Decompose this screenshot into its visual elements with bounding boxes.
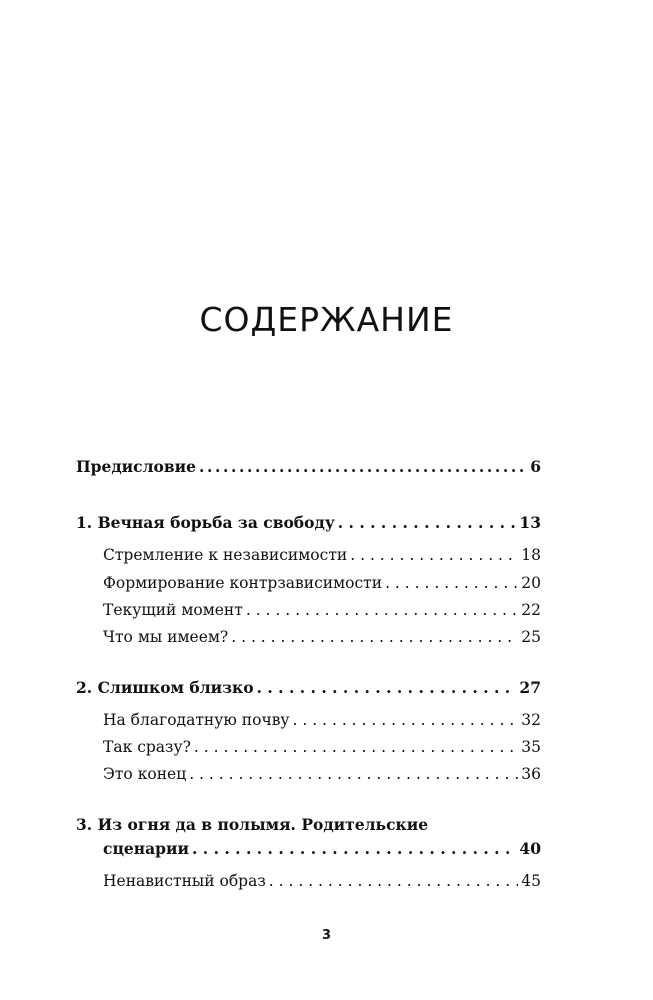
toc-entry-page: 25 [521, 628, 541, 646]
dot-leader [338, 513, 517, 533]
toc-entry-page: 13 [519, 513, 541, 532]
toc-entry-page: 20 [521, 574, 541, 592]
toc-entry-page: 45 [521, 872, 541, 890]
toc-entry-label: Что мы имеем? [103, 628, 229, 646]
toc-entry-label: 2. Слишком близко [76, 678, 254, 697]
toc-entry-chapter-3-line1[interactable] [76, 815, 541, 835]
toc-entry-page: 6 [530, 457, 541, 476]
toc-entry-page: 35 [521, 738, 541, 756]
toc-entry-subsection[interactable] [103, 710, 541, 730]
toc-entry-page: 27 [519, 678, 541, 697]
dot-leader [293, 710, 519, 730]
toc-entry-page: 40 [519, 839, 541, 858]
toc-entry-label: сценарии [103, 839, 189, 858]
toc-entry-label: Так сразу? [103, 738, 191, 756]
toc-entry-subsection[interactable] [103, 764, 541, 784]
toc-entry-label: Стремление к независимости [103, 546, 348, 564]
dot-leader [189, 764, 518, 784]
dot-leader [192, 839, 516, 859]
toc-entry-subsection[interactable] [103, 627, 541, 647]
toc-entry-subsection[interactable] [103, 545, 541, 565]
toc-entry-chapter-3-line2[interactable] [103, 839, 541, 859]
toc-entry-chapter-1[interactable] [76, 513, 541, 533]
dot-leader [269, 871, 518, 891]
dot-leader [199, 457, 527, 477]
toc-entry-label: Это конец [103, 765, 187, 783]
toc-entry-label: Предисловие [76, 457, 196, 476]
toc-entry-page: 22 [521, 601, 541, 619]
toc-entry-preface[interactable] [76, 457, 541, 477]
toc-entry-subsection[interactable] [103, 737, 541, 757]
page-title: СОДЕРЖАНИЕ [199, 300, 454, 339]
toc-entry-label: 1. Вечная борьба за свободу [76, 513, 335, 532]
toc-entry-label: Формирование контрзависимости [103, 574, 383, 592]
toc-entry-page: 36 [521, 765, 541, 783]
dot-leader [385, 573, 518, 593]
toc-entry-page: 32 [521, 711, 541, 729]
toc-entry-page: 18 [521, 546, 541, 564]
dot-leader [194, 737, 518, 757]
toc-entry-label: Текущий момент [103, 601, 243, 619]
page-number: 3 [321, 928, 332, 943]
toc-entry-chapter-2[interactable] [76, 678, 541, 698]
dot-leader [350, 545, 518, 565]
toc-entry-label: Ненавистный образ [103, 872, 266, 890]
dot-leader [231, 627, 518, 647]
dot-leader [246, 600, 518, 620]
toc-entry-subsection[interactable] [103, 600, 541, 620]
toc-entry-subsection[interactable] [103, 573, 541, 593]
toc-entry-subsection[interactable] [103, 871, 541, 891]
toc-entry-label: 3. Из огня да в полымя. Родительские [76, 815, 429, 834]
toc-entry-label: На благодатную почву [103, 711, 290, 729]
dot-leader [257, 678, 517, 698]
